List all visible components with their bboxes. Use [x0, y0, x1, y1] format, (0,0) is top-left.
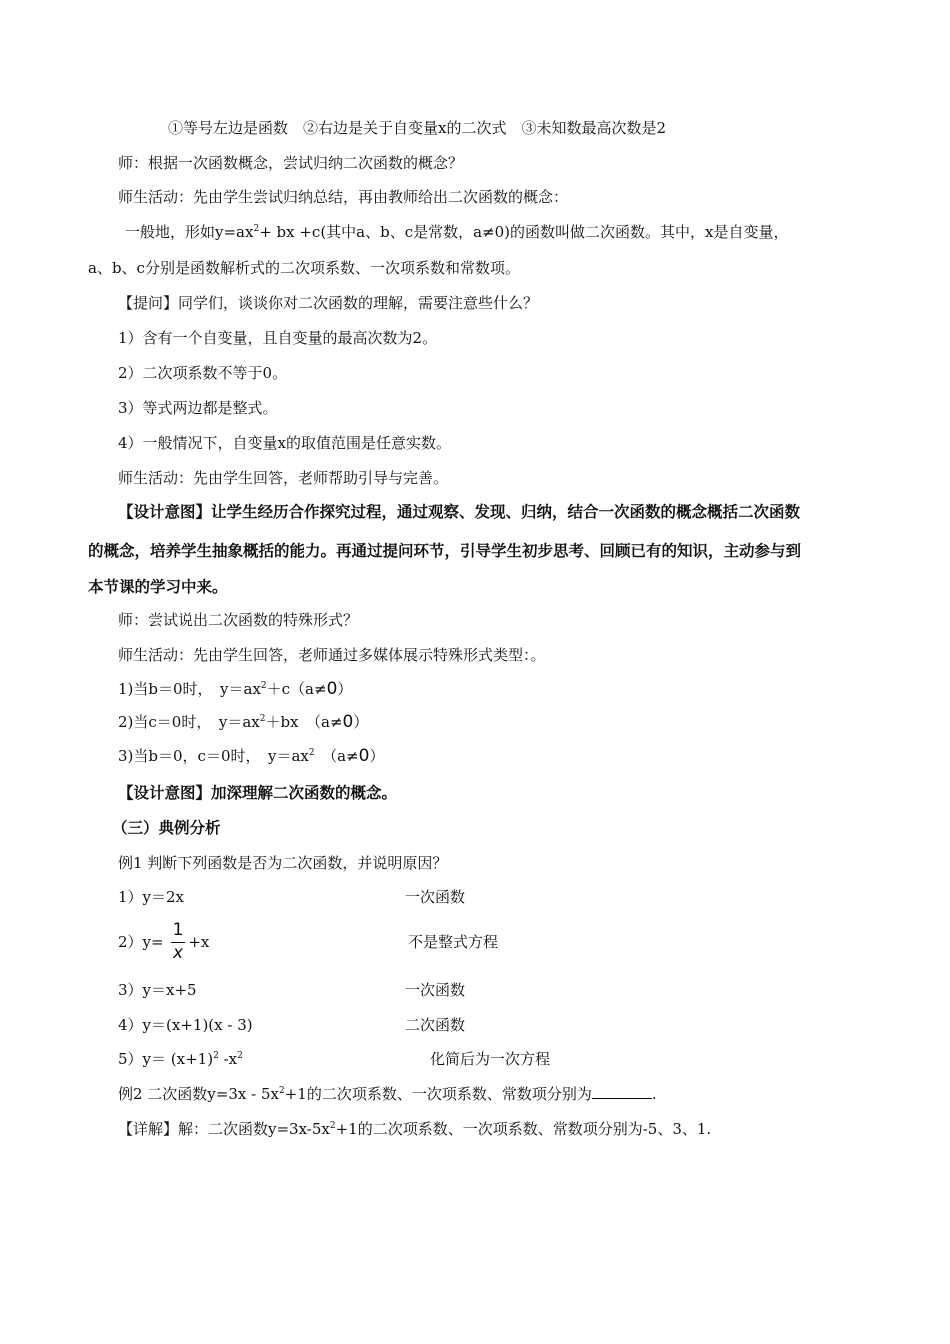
special-form-2-a: 2)当c＝0时， y＝ax	[118, 713, 260, 731]
special-form-1-c: ）	[337, 680, 353, 698]
special-form-2-exp: 2	[259, 714, 266, 724]
definition-pre: 一般地，形如y=ax	[125, 223, 254, 241]
point-4: 4）一般情况下，自变量x的取值范围是任意实数。	[118, 434, 452, 452]
example-1-item-5	[118, 1048, 243, 1070]
point-1: 1）含有一个自变量，且自变量的最高次数为2。	[118, 329, 438, 347]
example-1-answer-1: 一次函数	[405, 888, 466, 906]
special-form-1-a: 1)当b＝0时， y＝ax	[118, 680, 261, 698]
special-form-1-b: ＋c（a≠	[266, 680, 327, 698]
design-intent-1-line-2: 的概念，培养学生抽象概括的能力。再通过提问环节，引导学生初步思考、回顾已有的知识，主动参与到	[88, 541, 802, 560]
solution-line	[118, 1118, 711, 1140]
point-3: 3）等式两边都是整式。	[118, 399, 278, 417]
special-form-2-zero: 0	[342, 712, 354, 732]
example-2-prompt	[118, 1083, 657, 1105]
example-1-item-4: 4）y＝(x+1)(x - 3)	[118, 1016, 253, 1034]
example-1-item-2-pre: 2）y=	[118, 933, 169, 951]
example-2-b: +1的二次项系数、一次项系数、常数项分别为	[284, 1085, 592, 1103]
example-1-prompt: 例1 判断下列函数是否为二次函数，并说明原因？	[118, 854, 448, 872]
special-form-2-c: ）	[353, 713, 369, 731]
example-2-c: .	[651, 1085, 657, 1103]
fraction-numerator: 1	[172, 920, 184, 940]
example-1-item-5-a: 5）y＝ (x+1)	[118, 1050, 214, 1068]
solution-exp: 2	[329, 1121, 336, 1131]
special-form-3-zero: 0	[358, 746, 370, 766]
activity-3: 师生活动：先由学生回答，老师通过多媒体展示特殊形式类型：。	[118, 646, 546, 664]
example-2-a: 例2 二次函数y=3x - 5x	[118, 1085, 279, 1103]
design-intent-1-line-1: 【设计意图】让学生经历合作探究过程，通过观察、发现、归纳，结合一次函数的概念概括二次函数	[118, 502, 801, 521]
definition-line-2: a、b、c分别是函数解析式的二次项系数、一次项系数和常数项。	[88, 259, 520, 277]
activity-2: 师生活动：先由学生回答，老师帮助引导与完善。	[118, 469, 449, 487]
fraction-denominator: x	[172, 943, 184, 963]
special-form-1	[118, 678, 352, 700]
special-form-1-exp: 2	[260, 681, 267, 691]
example-1-item-2-post: +x	[188, 933, 210, 951]
special-form-3-c: ）	[369, 747, 385, 765]
conditions-line: ①等号左边是函数 ②右边是关于自变量x的二次式 ③未知数最高次数是2	[168, 119, 667, 137]
teacher-question-1: 师：根据一次函数概念，尝试归纳二次函数的概念？	[118, 154, 464, 172]
definition-line-1	[125, 221, 789, 243]
example-1-answer-5: 化简后为一次方程	[430, 1050, 551, 1068]
example-1-item-3: 3）y＝x+5	[118, 981, 197, 999]
example-1-item-5-b: -x	[218, 1050, 238, 1068]
example-1-answer-2: 不是整式方程	[408, 933, 499, 951]
answer-blank	[592, 1084, 652, 1099]
teacher-question-2: 师：尝试说出二次函数的特殊形式？	[118, 611, 359, 629]
example-1-item-1: 1）y＝2x	[118, 888, 185, 906]
example-1-answer-3: 一次函数	[405, 981, 466, 999]
solution-b: +1的二次项系数、一次项系数、常数项分别为-5、3、1.	[335, 1120, 712, 1138]
special-form-3-b: （a≠	[314, 747, 359, 765]
question-prompt: 【提问】同学们，谈谈你对二次函数的理解，需要注意些什么？	[118, 294, 539, 312]
definition-exp: 2	[253, 224, 260, 234]
definition-post: + bx +c(其中a、b、c是常数，a≠0)的函数叫做二次函数。其中，x是自变量，	[259, 223, 789, 241]
activity-1: 师生活动：先由学生尝试归纳总结，再由教师给出二次函数的概念：	[118, 188, 569, 206]
example-1-item-5-exp2: 2	[237, 1051, 243, 1061]
special-form-3	[118, 745, 384, 767]
special-form-3-exp: 2	[308, 748, 315, 758]
design-intent-1-line-3: 本节课的学习中来。	[88, 577, 228, 596]
design-intent-2: 【设计意图】加深理解二次函数的概念。	[118, 783, 398, 802]
example-1-item-5-exp1: 2	[213, 1051, 219, 1061]
special-form-2-b: ＋bx （a≠	[265, 713, 343, 731]
special-form-3-a: 3)当b＝0，c＝0时， y＝ax	[118, 747, 309, 765]
solution-a: 【详解】解：二次函数y=3x-5x	[118, 1120, 330, 1138]
example-1-item-2	[118, 931, 209, 953]
section-heading: （三）典例分析	[112, 818, 221, 837]
point-2: 2）二次项系数不等于0。	[118, 364, 288, 382]
special-form-2	[118, 711, 368, 733]
example-1-answer-4: 二次函数	[405, 1016, 466, 1034]
example-2-exp: 2	[278, 1086, 285, 1096]
special-form-1-zero: 0	[326, 679, 338, 699]
